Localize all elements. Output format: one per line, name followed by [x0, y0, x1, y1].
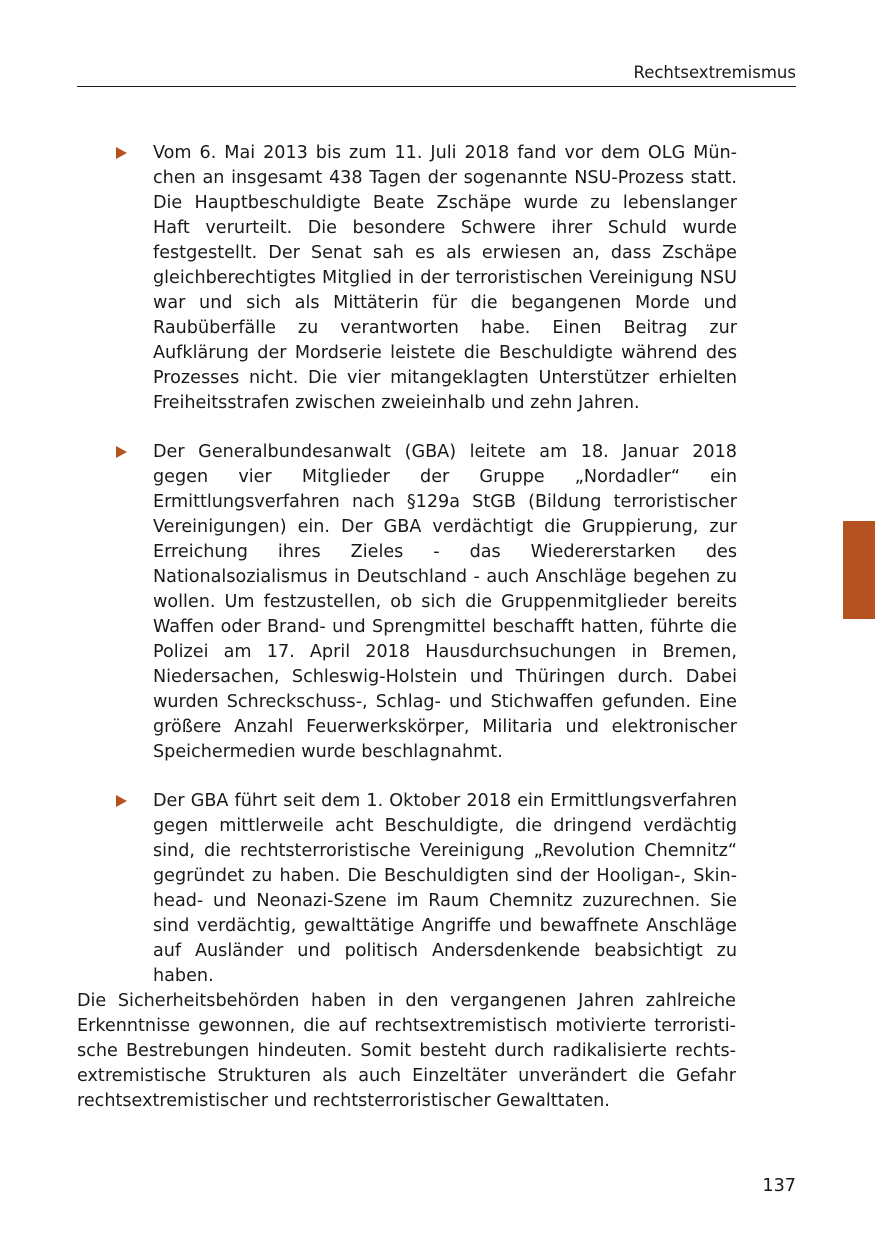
- triangle-bullet-icon: [116, 147, 127, 159]
- running-header-title: Rechtsextremismus: [633, 63, 796, 82]
- page-number: 137: [762, 1176, 796, 1196]
- bullet-text: Der GBA führt seit dem 1. Oktober 2018 ein Ermittlungsverfahren gegen mittlerweile acht Beschuldigte, die dringend verdächtig sind, die rechtsterroristische Vereinigung „Revolution Chemnitz“ gegründet zu haben. Die Beschuldigten sind der Hooligan-, Skinhead- und Neonazi-Szene im Raum Chemnitz zuzurechnen. Sie sind verdächtig, gewalttätige Angriffe und bewaffnete Anschläge auf Ausländer und politisch Andersdenkende beabsichtigt zu haben.: [153, 791, 737, 986]
- bullet-list: [77, 141, 737, 1013]
- bullet-item-nsu-prozess: [77, 141, 737, 416]
- bullet-item-nordadler: [77, 440, 737, 765]
- bullet-text: Der Generalbundesanwalt (GBA) leitete am 18. Januar 2018 gegen vier Mitglieder der Gruppe „Nordadler“ ein Ermittlungsverfahren nach §129a StGB (Bildung terroristischer Vereinigungen) ein. Der GBA verdächtigt die Gruppierung, zur Erreichung ihres Zieles - das Wiedererstarken des Nationalsozialismus in Deutschland - auch Anschläge begehen zu wollen. Um festzustellen, ob sich die Gruppenmitglieder bereits Waffen oder Brand- und Sprengmittel beschafft hatten, führte die Polizei am 17. April 2018 Hausdurchsuchungen in Bremen, Niedersachen, Schleswig-Holstein und Thüringen durch. Dabei wurden Schreckschuss-, Schlag- und Stichwaffen gefunden. Eine größere Anzahl Feuerwerkskörper, Militaria und elektronischer Speichermedien wurde beschlagnahmt.: [153, 442, 737, 762]
- bullet-text: Vom 6. Mai 2013 bis zum 11. Juli 2018 fand vor dem OLG München an insgesamt 438 Tagen der sogenannte NSU-Prozess statt. Die Hauptbeschuldigte Beate Zschäpe wurde zu lebenslanger Haft verurteilt. Die besondere Schwere ihrer Schuld wurde festgestellt. Der Senat sah es als erwiesen an, dass Zschäpe gleichberechtigtes Mitglied in der terroristischen Vereinigung NSU war und sich als Mittäterin für die begangenen Morde und Raubüberfälle zu verantworten habe. Einen Beitrag zur Aufklärung der Mordserie leistete die Beschuldigte während des Prozesses nicht. Die vier mitangeklagten Unterstützer erhielten Freiheitsstrafen zwischen zweieinhalb und zehn Jahren.: [153, 143, 737, 413]
- bullet-item-revolution-chemnitz: [77, 789, 737, 989]
- chapter-side-tab: [843, 521, 875, 619]
- running-header: [77, 62, 796, 87]
- triangle-bullet-icon: [116, 446, 127, 458]
- triangle-bullet-icon: [116, 795, 127, 807]
- closing-paragraph: Die Sicherheitsbehörden haben in den vergangenen Jahren zahlreiche Erkenntnisse gewonnen, die auf rechtsextremistisch motivierte terroristische Bestrebungen hindeuten. Somit besteht durch radikalisierte rechtsextremistische Strukturen als auch Einzeltäter unverändert die Gefahr rechtsextremistischer und rechtsterroristischer Gewalttaten.: [77, 991, 736, 1111]
